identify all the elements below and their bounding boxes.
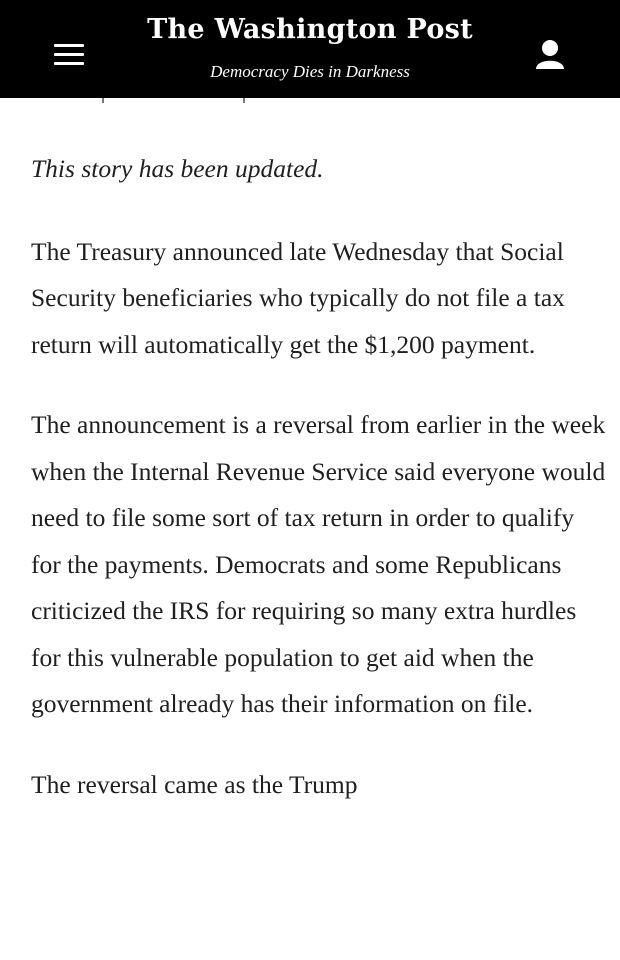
site-tagline: Democracy Dies in Darkness [210, 62, 410, 81]
article-paragraph: The announcement is a reversal from earlier in the week when the Internal Revenue Service said everyone would need to file some sort of tax return in order to qualify for the payments. Democrats and some Republicans criticized the IRS for requiring so many extra hurdles for this vulnerable population to get aid when the government already has their information on file. [31, 410, 606, 718]
site-logo[interactable]: The Washington Post [147, 14, 473, 45]
article-paragraph: The Treasury announced late Wednesday that Social Security beneficiaries who typically do not file a tax return will automatically get the $1,200 payment. [31, 236, 565, 359]
user-account-icon[interactable] [533, 38, 567, 72]
article-paragraph: The reversal came as the Trump [31, 769, 358, 799]
cropped-previous-line [0, 98, 620, 106]
update-note: This story has been updated. [31, 154, 324, 183]
hamburger-menu-icon[interactable] [54, 40, 84, 70]
article-body [31, 146, 606, 842]
site-header [0, 0, 620, 98]
